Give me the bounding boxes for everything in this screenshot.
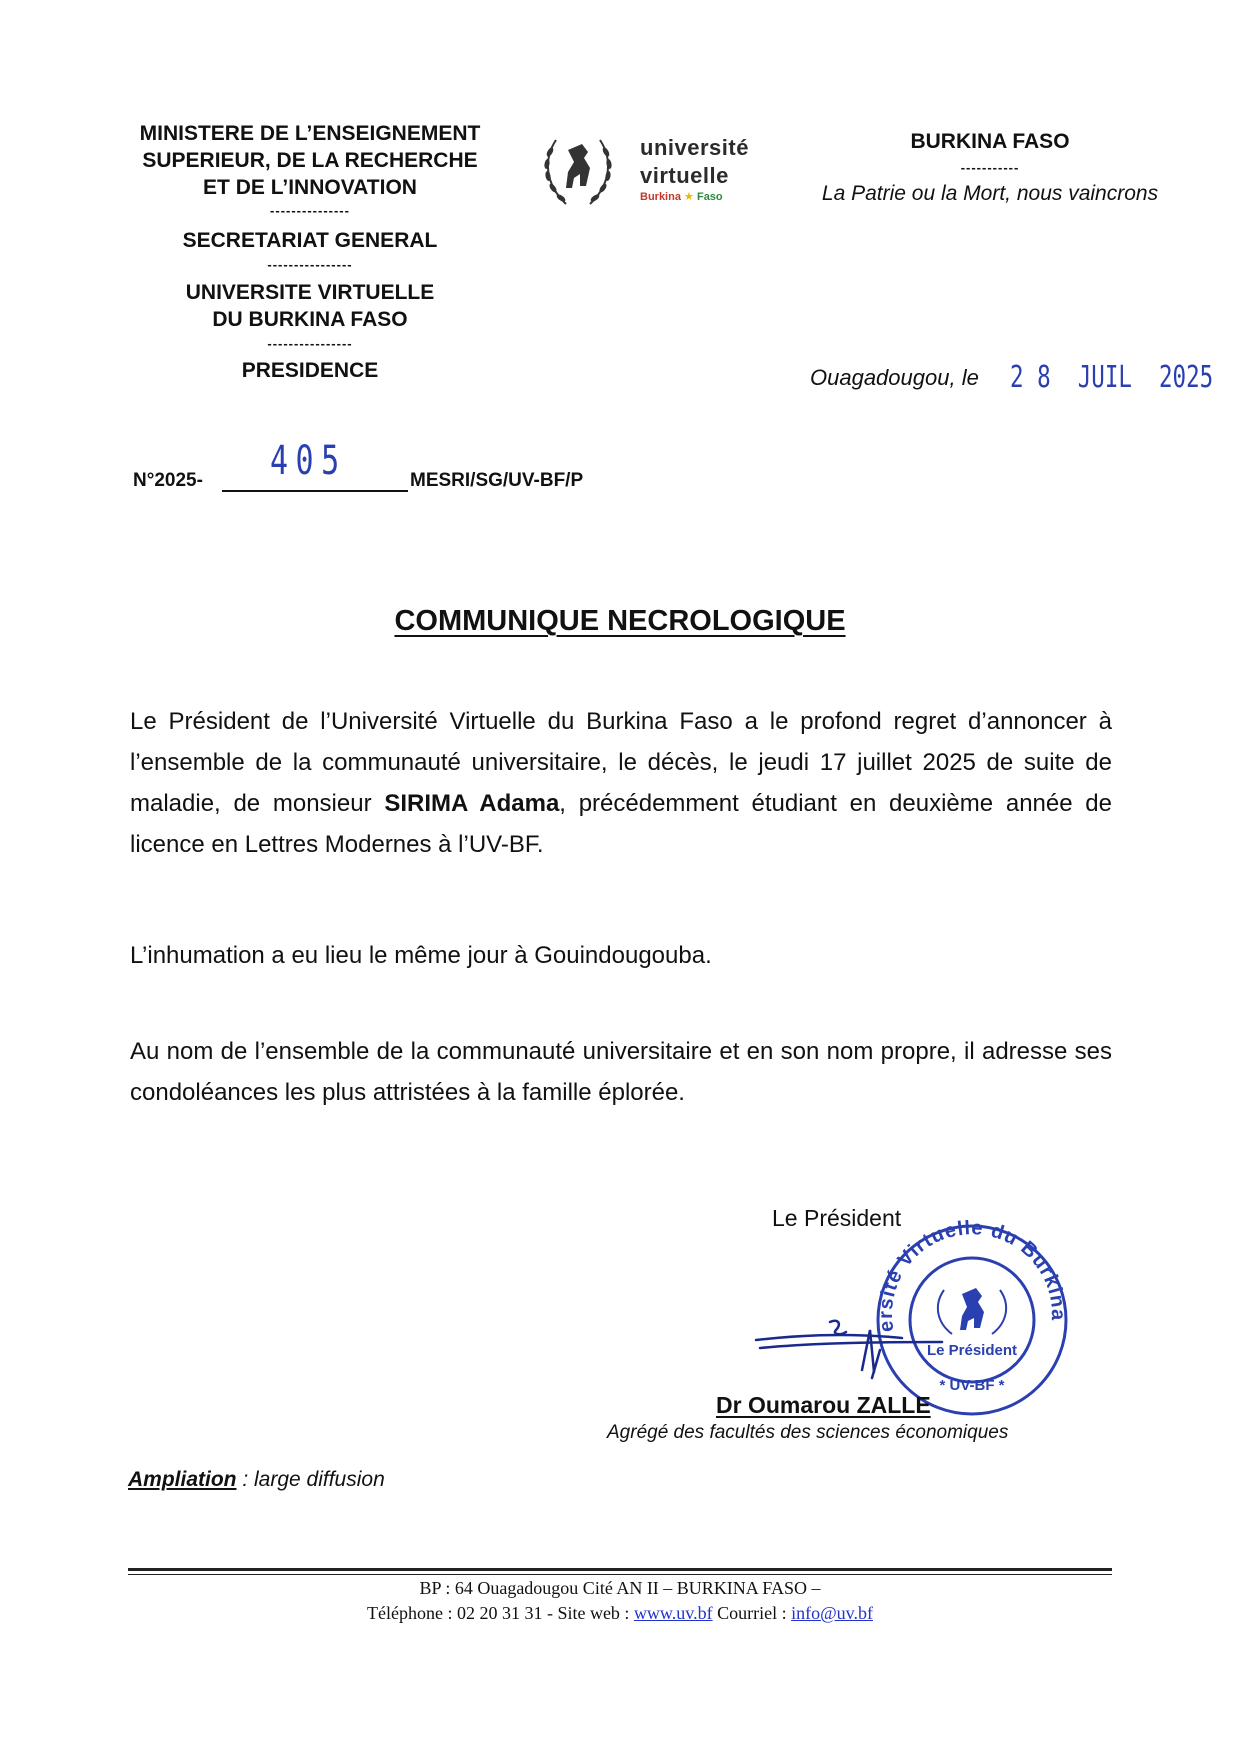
footer-address: BP : 64 Ouagadougou Cité AN II – BURKINA FASO – [419,1578,821,1598]
laurel-horse-icon [538,128,618,214]
email-link[interactable]: info@uv.bf [791,1603,873,1623]
ministry-line-1: MINISTERE DE L’ENSEIGNEMENT [139,122,481,145]
footer-divider-thin [128,1574,1112,1575]
secretariat-label: SECRETARIAT GENERAL [182,229,438,252]
reference-number: 405 [270,438,347,484]
paragraph-burial: L’inhumation a eu lieu le même jour à Gouindougouba. [130,942,712,969]
university-name [110,279,510,333]
document-title-text: COMMUNIQUE NECROLOGIQUE [394,605,846,637]
paragraph-announcement [130,701,1112,865]
separator: --------------- [270,203,350,218]
deceased-name: SIRIMA Adama [384,790,560,817]
ampliation-label: Ampliation [128,1468,237,1491]
logo-sub-faso: Faso [696,191,723,203]
footer-contact [0,1601,1240,1626]
announcement-text-1: Le Président de l’Université Virtuelle du Burkina Faso a le profond regret d’annoncer à l’ensemble de la communauté universitaire, le décès, le jeudi 17 juillet 2025 de suite de maladie, de monsieur [130,708,1112,817]
logo-subtitle [640,190,749,203]
logo-wordmark [640,134,749,203]
ampliation [128,1468,385,1492]
signature-icon [752,1300,952,1390]
university-line-1: UNIVERSITE VIRTUELLE [185,281,435,304]
seal-bottom-text: * UV-BF * [939,1377,1005,1394]
signatory-title: Agrégé des facultés des sciences économiques [607,1422,1009,1443]
ministry-line-2: SUPERIEUR, DE LA RECHERCHE [142,149,478,172]
ministry-line-3: ET DE L’INNOVATION [203,176,417,199]
paragraph-condolences: Au nom de l’ensemble de la communauté universitaire et en son nom propre, il adresse ses condoléances les plus attristées à la famille éplorée. [130,1038,1112,1106]
handwritten-signature [752,1300,952,1390]
university-line-2: DU BURKINA FASO [212,308,408,331]
announcement-text-2: , précédemment étudiant en deuxième année de licence en Lettres Modernes à l’UV-BF. [130,790,1113,858]
separator: ---------------- [267,336,353,351]
document-title [0,605,1240,638]
date-prefix: Ouagadougou, le [810,365,979,390]
footer-divider [128,1568,1112,1571]
reference-suffix: MESRI/SG/UV-BF/P [410,470,584,491]
university-logo [538,128,618,214]
separator: ----------- [960,160,1020,175]
website-link[interactable]: www.uv.bf [633,1603,713,1623]
logo-line-1: université [640,135,749,160]
ministry-name [110,120,510,201]
footer-mail-label: Courriel : [712,1603,792,1623]
national-motto: La Patrie ou la Mort, nous vaincrons [821,182,1159,205]
signatory-role: Le Président [772,1205,902,1231]
seal-center-text: Le Président [926,1342,1018,1359]
reference-prefix: N°2025- [133,470,203,491]
presidence-label: PRESIDENCE [241,359,379,382]
horse-icon [960,1288,984,1330]
seal-ring-text: ersité Virtuelle du Burkina [874,1220,1070,1334]
reference-underline [222,490,408,492]
separator: ---------------- [267,257,353,272]
date-stamp: 2 8 JUIL 2025 [1010,360,1214,395]
footer-phone: Téléphone : 02 20 31 31 - Site web : [366,1603,634,1623]
country-name: BURKINA FASO [910,130,1070,153]
logo-line-2: virtuelle [640,163,729,188]
ampliation-value: : large diffusion [236,1468,385,1491]
star-icon: ★ [684,191,694,203]
signatory-name: Dr Oumarou ZALLE [716,1392,931,1418]
logo-sub-burkina: Burkina [640,191,681,203]
